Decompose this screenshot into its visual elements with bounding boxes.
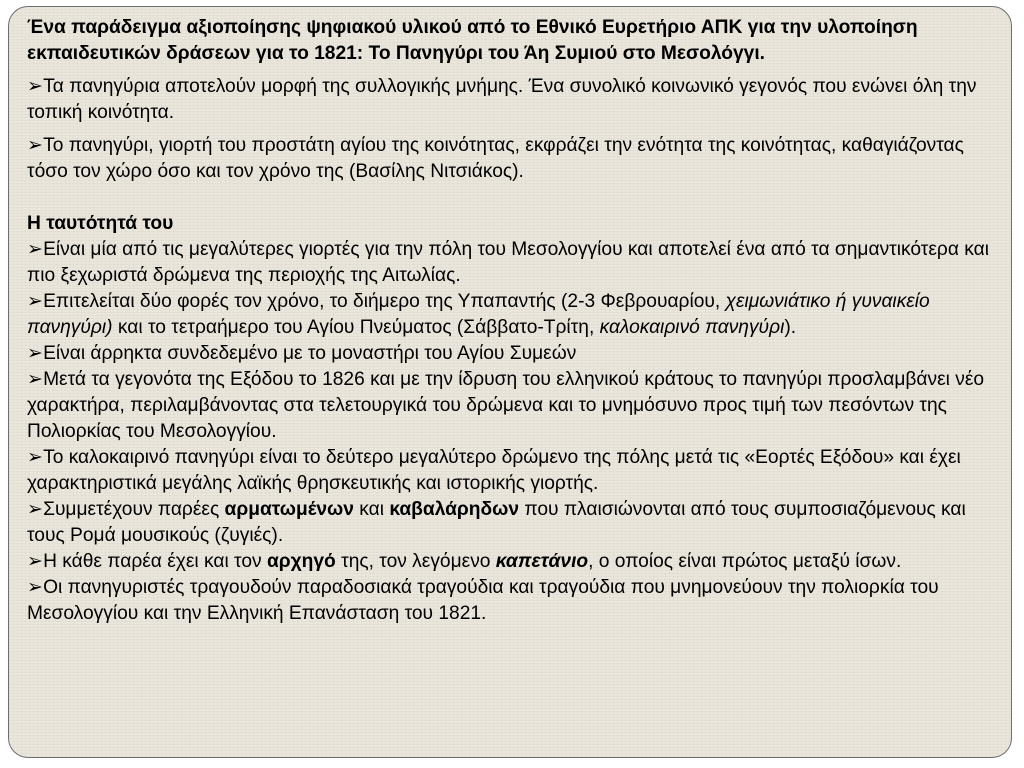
bullet-arrow-icon: ➢ — [27, 343, 44, 364]
bullet-arrow-icon: ➢ — [27, 135, 44, 156]
summer-festival-italic: καλοκαιρινό πανηγύρι — [599, 317, 785, 338]
identity-bullet-4-text: Μετά τα γεγονότα της Εξόδου το 1826 και με την ίδρυση του ελληνικού κράτους το πανηγύρι προσλαμβάνει νέο χαρακτήρα, περιλαμβάνοντας στα τελετουργικά του δρώμενα και το μνημόσυνο προς τιμή των πεσόντων της Πολιορκίας του Μεσολογγίου. — [27, 369, 985, 442]
slide-frame — [8, 6, 1012, 758]
identity-bullet-7-text-a: Η κάθε παρέα έχει και τον — [43, 551, 267, 572]
identity-bullet-2-text-c: ). — [784, 317, 797, 338]
identity-bullet-8-text: Οι πανηγυριστές τραγουδούν παραδοσιακά τραγούδια και τραγούδια που μνημονεύουν την πολιορκία του Μεσολογγίου και την Ελληνική Επανάσταση του 1821. — [27, 577, 939, 624]
identity-bullet-7 — [27, 549, 995, 575]
section-heading: Η ταυτότητά του — [27, 213, 174, 234]
identity-bullet-6-text-c: που πλαισιώνονται από τους συμποσιαζόμενους και τους Ρομά μουσικούς (ζυγιές). — [27, 499, 966, 546]
identity-bullet-2-text-b: και το τετραήμερο του Αγίου Πνεύματος (Σάββατο-Τρίτη, — [112, 317, 600, 338]
armed-groups-bold: αρματωμένων — [224, 499, 354, 520]
identity-bullet-5-text: Το καλοκαιρινό πανηγύρι είναι το δεύτερο μεγαλύτερο δρώμενο της πόλης μετά τις «Εορτές Εξόδου» και έχει χαρακτηριστικά μεγάλης λαϊκής θρησκευτικής και ιστορικής γιορτής. — [27, 447, 961, 494]
captain-bold-italic: καπετάνιο — [495, 551, 589, 572]
identity-bullet-6-text-b: και — [353, 499, 390, 520]
identity-bullet-1 — [27, 237, 995, 289]
slide-title: Ένα παράδειγμα αξιοποίησης ψηφιακού υλικού από το Εθνικό Ευρετήριο ΑΠΚ για την υλοποίηση εκπαιδευτικών δράσεων για το 1821: Το Πανηγύρι του Άη Συμιού στο Μεσολόγγι. — [27, 17, 918, 64]
spacer — [27, 185, 995, 211]
leader-bold: αρχηγό — [266, 551, 336, 572]
slide-content — [27, 15, 995, 627]
bullet-arrow-icon: ➢ — [27, 369, 44, 390]
identity-bullet-7-text-b: της, τον λεγόμενο — [335, 551, 496, 572]
bullet-arrow-icon: ➢ — [27, 239, 44, 260]
bullet-arrow-icon: ➢ — [27, 577, 44, 598]
bullet-arrow-icon: ➢ — [27, 291, 44, 312]
horsemen-bold: καβαλάρηδων — [389, 499, 520, 520]
intro-bullet-1-text: Τα πανηγύρια αποτελούν μορφή της συλλογικής μνήμης. Ένα συνολικό κοινωνικό γεγονός που ενώνει όλη την τοπική κοινότητα. — [27, 76, 977, 123]
intro-bullet-2-text: Το πανηγύρι, γιορτή του προστάτη αγίου της κοινότητας, εκφράζει την ενότητα της κοινότητας, καθαγιάζοντας τόσο τον χώρο όσο και τον χρόνο της (Βασίλης Νιτσιάκος). — [27, 135, 964, 182]
bullet-arrow-icon: ➢ — [27, 76, 44, 97]
identity-bullet-7-text-c: , ο οποίος είναι πρώτος μεταξύ ίσων. — [588, 551, 902, 572]
identity-bullet-8 — [27, 575, 995, 627]
identity-bullet-2-text-a: Επιτελείται δύο φορές τον χρόνο, το διήμερο της Υπαπαντής (2-3 Φεβρουαρίου, — [43, 291, 726, 312]
intro-bullet-2 — [27, 133, 995, 185]
intro-bullet-1 — [27, 74, 995, 126]
identity-bullet-2 — [27, 289, 995, 341]
identity-bullet-5 — [27, 445, 995, 497]
identity-bullet-6 — [27, 497, 995, 549]
identity-bullet-6-text-a: Συμμετέχουν παρέες — [43, 499, 225, 520]
identity-bullet-3-text: Είναι άρρηκτα συνδεδεμένο με το μοναστήρι του Αγίου Συμεών — [43, 343, 577, 364]
identity-bullet-3 — [27, 341, 995, 367]
winter-festival-italic: χειμωνιάτικο ή γυναικείο πανηγύρι) — [27, 291, 930, 338]
identity-bullet-1-text: Είναι μία από τις μεγαλύτερες γιορτές για την πόλη του Μεσολογγίου και αποτελεί ένα από τα σημαντικότερα και πιο ξεχωριστά δρώμενα της περιοχής της Αιτωλίας. — [27, 239, 989, 286]
bullet-arrow-icon: ➢ — [27, 551, 44, 572]
identity-bullet-4 — [27, 367, 995, 445]
bullet-arrow-icon: ➢ — [27, 499, 44, 520]
bullet-arrow-icon: ➢ — [27, 447, 44, 468]
